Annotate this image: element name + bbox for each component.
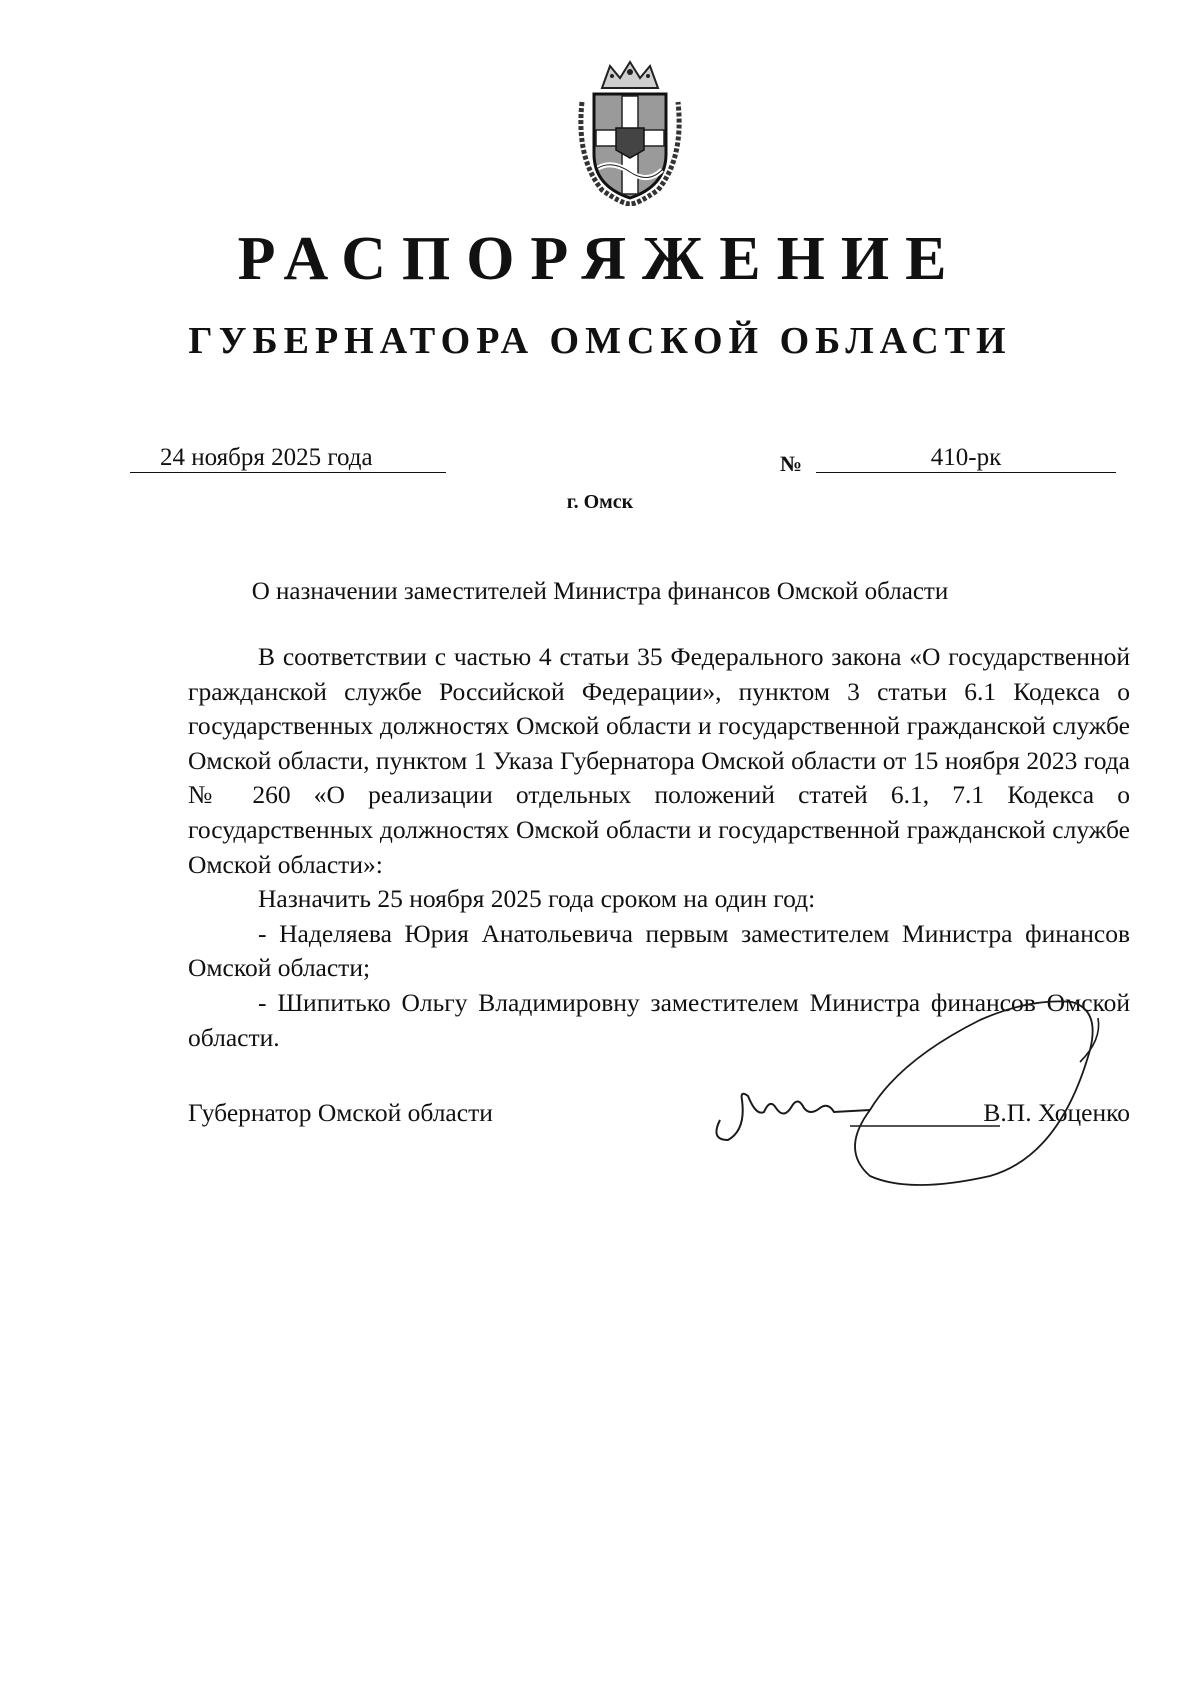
appointment-item: - Наделяева Юрия Анатольевича первым заместителем Министра финансов Омской области; bbox=[188, 918, 1130, 983]
signatory-position: Губернатор Омской области bbox=[188, 1098, 493, 1127]
document-date: 24 ноября 2025 года bbox=[130, 444, 446, 473]
order-paragraph: Назначить 25 ноября 2025 года сроком на один год: bbox=[258, 884, 816, 914]
signatory-name: В.П. Хоценко bbox=[983, 1098, 1130, 1127]
document-title: РАСПОРЯЖЕНИЕ bbox=[237, 225, 963, 293]
document-subtitle: ГУБЕРНАТОРА ОМСКОЙ ОБЛАСТИ bbox=[188, 320, 1012, 362]
document-number: 410-рк bbox=[816, 444, 1116, 473]
number-label: № bbox=[780, 451, 803, 476]
document-city: г. Омск bbox=[566, 491, 634, 513]
omsk-oblast-coat-of-arms-icon bbox=[572, 58, 688, 206]
appointment-item: - Шипитько Ольгу Владимировну заместителем Министра финансов Омской области. bbox=[188, 987, 1130, 1052]
preamble-paragraph: В соответствии с частью 4 статьи 35 Федерального закона «О государственной гражданской службе Российской Федерации», пунктом 3 статьи 6.1 Кодекса о государственных должностях Омской области и государственной гражданской службе Омской области, пунктом 1 Указа Губернатора Омской области от 15 ноября 2023 года № 260 «О реализации отдельных положений статей 6.1, 7.1 Кодекса о государственных должностях Омской области и государственной гражданской службе Омской области»: bbox=[188, 642, 1130, 879]
handwritten-signature bbox=[700, 980, 1120, 1200]
document-subject: О назначении заместителей Министра финансов Омской области bbox=[251, 578, 949, 605]
